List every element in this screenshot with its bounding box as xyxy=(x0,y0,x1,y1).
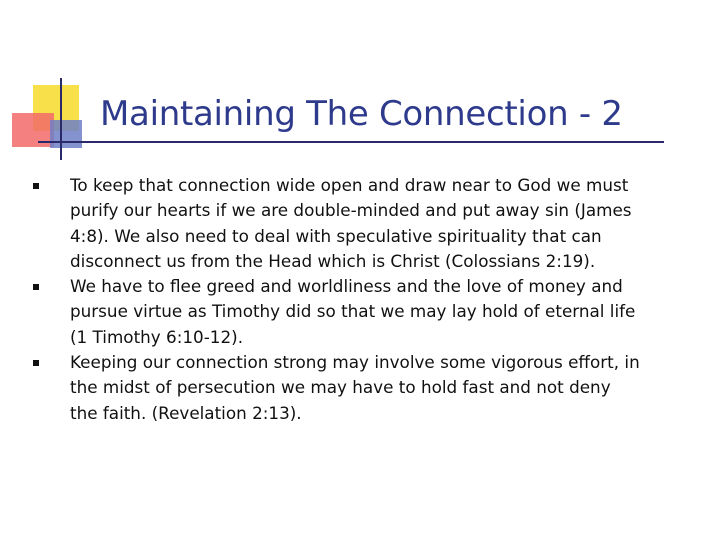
bullet-text: To keep that connection wide open and draw near to God we must purify our hearts if we are double-minded and put away sin (James 4:8). We also need to deal with speculative spirituality that can disconnect us from the Head which is Christ (Colossians 2:19). xyxy=(70,175,632,271)
square-bullet-icon xyxy=(33,183,39,189)
bullet-list xyxy=(33,173,643,426)
bullet-item xyxy=(33,350,643,426)
square-bullet-icon xyxy=(33,360,39,366)
square-bullet-icon xyxy=(33,284,39,290)
bullet-text: We have to flee greed and worldliness and the love of money and pursue virtue as Timothy did so that we may lay hold of eternal life (1 Timothy 6:10-12). xyxy=(70,276,636,347)
logo-blue-square xyxy=(50,120,82,148)
bullet-item xyxy=(33,173,643,274)
slide-title: Maintaining The Connection - 2 xyxy=(100,94,623,134)
title-underline xyxy=(38,141,664,143)
title-decoration xyxy=(0,0,720,170)
bullet-text: Keeping our connection strong may involve some vigorous effort, in the midst of persecution we may have to hold fast and not deny the faith. (Revelation 2:13). xyxy=(70,352,640,423)
logo-vertical-line xyxy=(60,78,62,160)
bullet-item xyxy=(33,274,643,350)
